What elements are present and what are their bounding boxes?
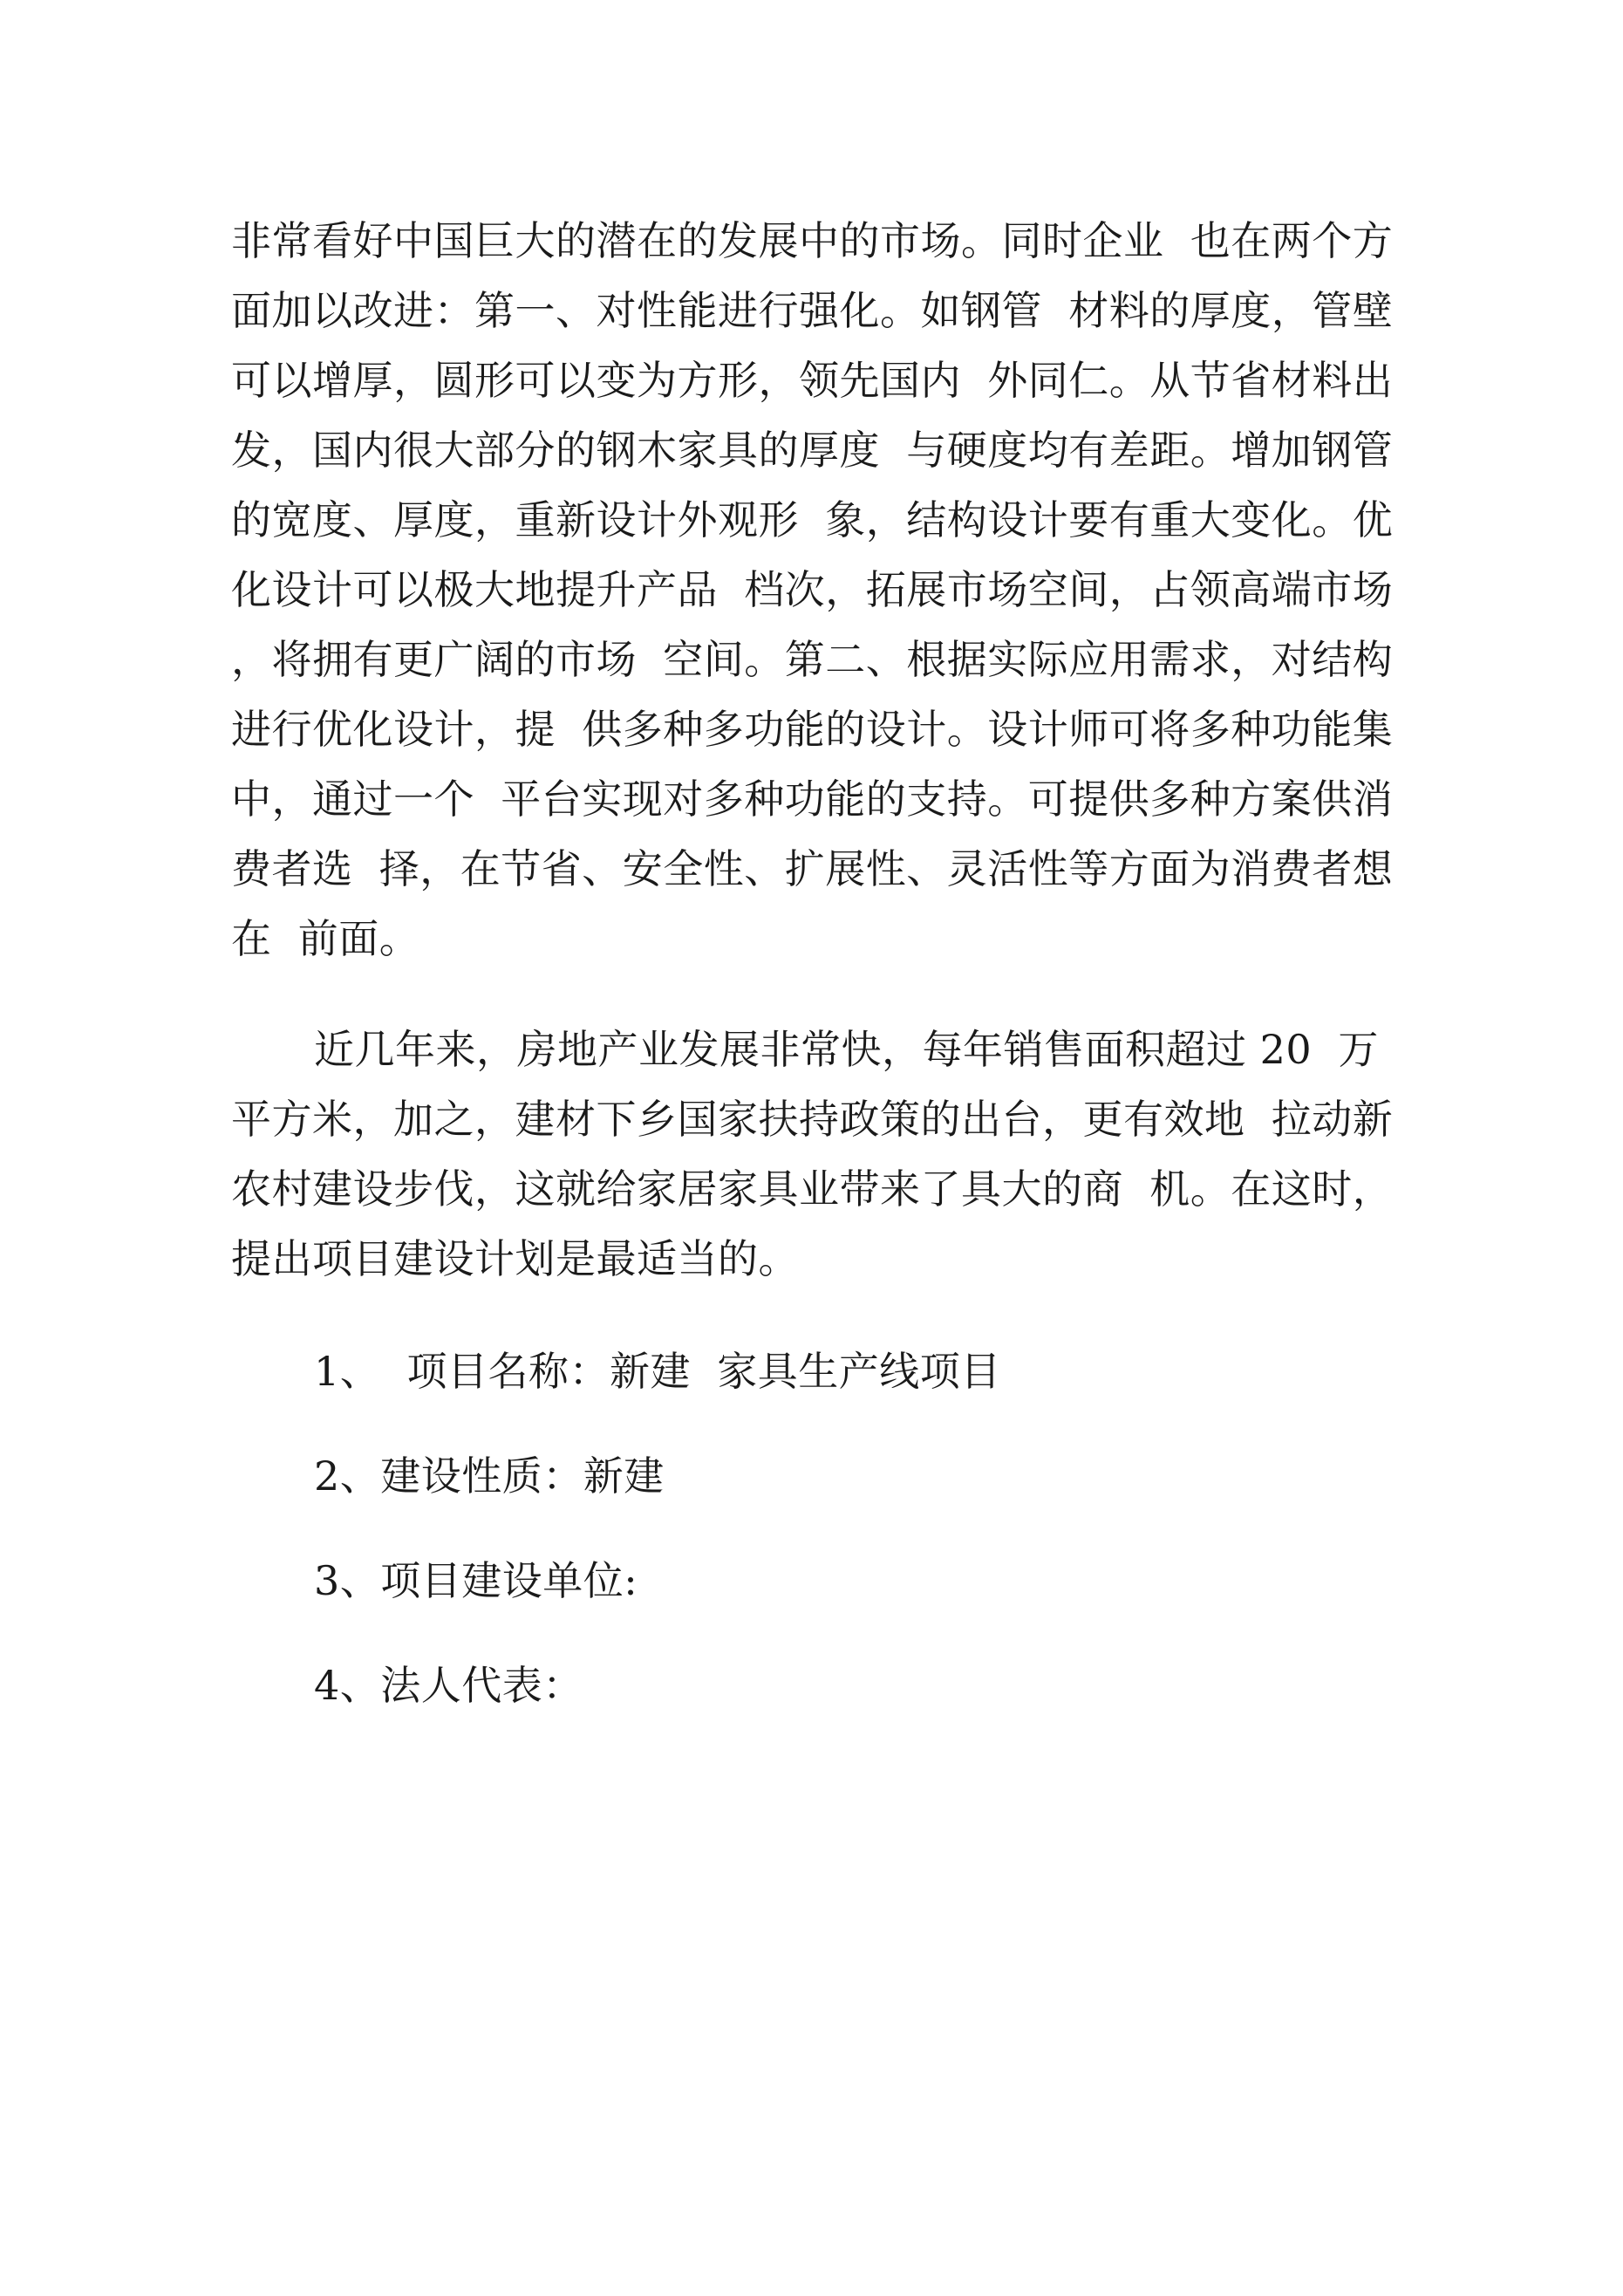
paragraph-1-line-5: 的宽度、厚度，重新设计外观形 象，结构设计要有重大变化。优 <box>231 496 1394 543</box>
item-legal-representative: 4、法人代表： <box>314 1662 583 1709</box>
item-construction-nature: 2、建设性质：新建 <box>314 1452 665 1500</box>
paragraph-1-line-9: 中，通过一个 平台实现对多种功能的支持。可提供多种方案供消 <box>231 776 1394 823</box>
item-project-name: 1、 项目名称：新建 家具生产线项目 <box>314 1348 1001 1395</box>
paragraph-2-line-4: 提出项目建设计划是最适当的。 <box>231 1235 799 1282</box>
item-construction-unit: 3、项目建设单位: <box>314 1557 638 1604</box>
paragraph-1-line-2: 面加以改进：第一、对性能进行强化。如钢管 材料的厚度，管壁 <box>231 287 1394 334</box>
paragraph-1-line-6: 化设计可以极大地提升产品 档次，拓展市场空间，占领高端市场 <box>231 566 1394 613</box>
paragraph-1-line-3: 可以增厚，圆形可以变为方形，领先国内 外同仁。从节省材料出 <box>231 357 1394 404</box>
paragraph-2-line-1: 近几年来，房地产业发展非常快，每年销售面积超过 20 万 <box>314 1026 1379 1073</box>
paragraph-1-line-10: 费者选 择，在节省、安全性、扩展性、灵活性等方面为消费者想 <box>231 845 1394 892</box>
paragraph-1-line-1: 非常看好中国巨大的潜在的发展中的市场。同时企业 也在两个方 <box>231 217 1394 264</box>
paragraph-2-line-3: 农村建设步伐，这就给家居家具业带来了具大的商 机。在这时， <box>231 1165 1394 1213</box>
paragraph-2-line-2: 平方米，加之，建材下乡国家扶持政策的出台，更有效地 拉动新 <box>231 1096 1394 1143</box>
paragraph-1-line-7: ，将拥有更广阔的市场 空间。第二、根据实际应用需求，对结构 <box>231 636 1394 683</box>
paragraph-1-line-4: 发，国内很大部分的钢木家具的厚度 与硬度均有差距。增加钢管 <box>231 427 1394 474</box>
paragraph-1-line-11: 在 前面。 <box>231 915 420 962</box>
paragraph-1-line-8: 进行优化设计，提 供多种多功能的设计。设计师可将多种功能集 <box>231 706 1394 753</box>
